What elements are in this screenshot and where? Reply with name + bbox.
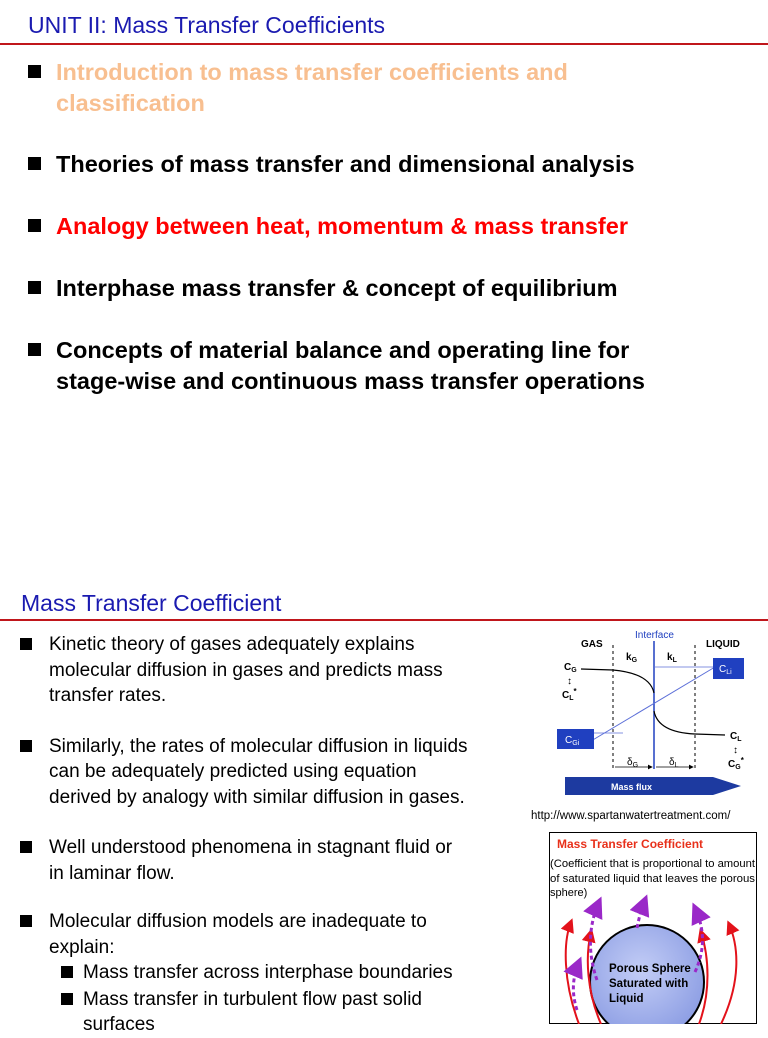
bullet-similarly bbox=[20, 734, 523, 811]
square-bullet-icon bbox=[61, 966, 73, 978]
mass-flux-arrow bbox=[565, 777, 741, 795]
CG-label: C bbox=[564, 662, 572, 673]
interface-diagram bbox=[553, 627, 753, 799]
CLi-label: C bbox=[719, 664, 727, 675]
bullet-interphase bbox=[28, 273, 645, 304]
liquid-side-double-arrow-icon: ↕ bbox=[733, 745, 738, 756]
bullet-analogy bbox=[28, 211, 645, 242]
CL-subscript: L bbox=[737, 736, 742, 743]
svg-text:kL bbox=[667, 652, 678, 664]
bullet-intro-line1: Introduction to mass transfer coefficients and bbox=[56, 59, 568, 85]
porous-sphere-figure bbox=[549, 832, 757, 1024]
bullet-well-line1: Well understood phenomena in stagnant fluid or bbox=[49, 837, 453, 858]
bullet-well-understood bbox=[20, 835, 523, 886]
deltaG-subscript: G bbox=[632, 762, 639, 769]
CGstar-superscript: * bbox=[740, 756, 744, 765]
gas-side-double-arrow-icon: ↕ bbox=[567, 676, 572, 687]
kG-subscript: G bbox=[631, 657, 638, 664]
bullet-models-line1: Molecular diffusion models are inadequate to bbox=[49, 911, 427, 932]
gas-label: GAS bbox=[581, 639, 603, 650]
bullet-concepts-line1: Concepts of material balance and operating line for bbox=[56, 337, 630, 363]
interface-label: Interface bbox=[635, 630, 674, 641]
bullet-intro bbox=[28, 57, 645, 119]
svg-text:δG bbox=[627, 757, 638, 769]
bullet-analogy-text: Analogy between heat, momentum & mass transfer bbox=[56, 213, 628, 239]
gas-concentration-profile bbox=[581, 669, 654, 693]
sub-bullet-interphase bbox=[20, 960, 523, 986]
slide-1-title-rule bbox=[0, 43, 768, 45]
bullet-theories bbox=[28, 149, 645, 180]
CLi-subscript: Li bbox=[726, 669, 732, 676]
figure-title: Mass Transfer Coefficient bbox=[557, 837, 704, 851]
square-bullet-icon bbox=[20, 740, 32, 752]
bullet-similarly-line3: derived by analogy with similar diffusion in gases. bbox=[49, 786, 465, 808]
bullet-interphase-text: Interphase mass transfer & concept of equilibrium bbox=[56, 275, 618, 301]
square-bullet-icon bbox=[20, 841, 32, 853]
bullet-concepts bbox=[28, 335, 645, 397]
sphere-label-line2: Saturated with bbox=[609, 978, 689, 990]
CLstar-subscript: L bbox=[569, 695, 574, 702]
figure-caption-line1: (Coefficient that is proportional to amount bbox=[550, 858, 755, 870]
CL-label: C bbox=[730, 731, 738, 742]
square-bullet-icon bbox=[28, 343, 41, 356]
square-bullet-icon bbox=[20, 638, 32, 650]
deltaL-label: δ bbox=[669, 757, 675, 768]
kL-label: k bbox=[667, 652, 673, 663]
sub-bullet-turbulent-line2: surfaces bbox=[83, 1014, 155, 1035]
slide-1-bullet-list bbox=[28, 57, 645, 397]
bullet-well-line2: in laminar flow. bbox=[49, 862, 175, 884]
bullet-kinetic-theory bbox=[20, 632, 523, 709]
slide-2-title-rule bbox=[0, 619, 768, 621]
svg-text:kG bbox=[626, 652, 638, 664]
bullet-similarly-line1: Similarly, the rates of molecular diffusion in liquids bbox=[49, 735, 468, 757]
slide-2-title: Mass Transfer Coefficient bbox=[21, 590, 282, 616]
bullet-models-inadequate bbox=[20, 909, 523, 960]
square-bullet-icon bbox=[28, 281, 41, 294]
sub-bullet-interphase-text: Mass transfer across interphase boundaries bbox=[83, 962, 453, 983]
CGstar-subscript: G bbox=[735, 764, 741, 771]
CLstar-label: C bbox=[562, 690, 570, 701]
svg-text:CL* bbox=[562, 687, 578, 702]
bullet-theories-text: Theories of mass transfer and dimensional analysis bbox=[56, 151, 635, 177]
bullet-similarly-line2: can be adequately predicted using equation bbox=[49, 761, 417, 782]
sphere-label-line3: Liquid bbox=[609, 993, 644, 1005]
square-bullet-icon bbox=[61, 993, 73, 1005]
deltaL-subscript: L bbox=[674, 762, 679, 769]
sphere-label-line1: Porous Sphere bbox=[609, 963, 691, 975]
CGi-label: C bbox=[565, 735, 573, 746]
liquid-concentration-profile bbox=[654, 711, 725, 735]
CGi-subscript: Gi bbox=[572, 740, 580, 747]
svg-text:CL bbox=[730, 731, 742, 743]
svg-text:δL bbox=[669, 757, 679, 769]
kG-label: k bbox=[626, 652, 632, 663]
bullet-kinetic-line3: transfer rates. bbox=[49, 685, 167, 706]
bullet-concepts-line2: stage-wise and continuous mass transfer operations bbox=[56, 368, 645, 394]
figure-caption-line3: sphere) bbox=[550, 887, 588, 899]
CGstar-label: C bbox=[728, 759, 736, 770]
sub-bullet-turbulent-line1: Mass transfer in turbulent flow past solid bbox=[83, 988, 422, 1010]
liquid-label: LIQUID bbox=[706, 639, 740, 650]
square-bullet-icon bbox=[20, 915, 32, 927]
svg-text:CG* bbox=[728, 756, 745, 771]
deltaG-label: δ bbox=[627, 757, 633, 768]
bullet-kinetic-line1: Kinetic theory of gases adequately explains bbox=[49, 634, 415, 655]
square-bullet-icon bbox=[28, 219, 41, 232]
slide-2-bullet-list bbox=[20, 632, 523, 1038]
source-url[interactable]: http://www.spartanwatertreatment.com/ bbox=[531, 810, 731, 822]
mass-flux-label: Mass flux bbox=[611, 782, 653, 792]
bullet-models-line2: explain: bbox=[49, 936, 115, 958]
kL-subscript: L bbox=[672, 657, 677, 664]
sub-bullet-turbulent bbox=[20, 987, 523, 1038]
bullet-intro-line2: classification bbox=[56, 90, 205, 116]
figure-caption-line2: of saturated liquid that leaves the porous bbox=[550, 873, 756, 885]
square-bullet-icon bbox=[28, 65, 41, 78]
bullet-kinetic-line2: molecular diffusion in gases and predicts mass bbox=[49, 659, 443, 681]
square-bullet-icon bbox=[28, 157, 41, 170]
slide-1-title: UNIT II: Mass Transfer Coefficients bbox=[28, 12, 386, 38]
CLstar-superscript: * bbox=[573, 687, 577, 696]
svg-text:CG bbox=[564, 662, 577, 674]
CG-subscript: G bbox=[571, 667, 577, 674]
